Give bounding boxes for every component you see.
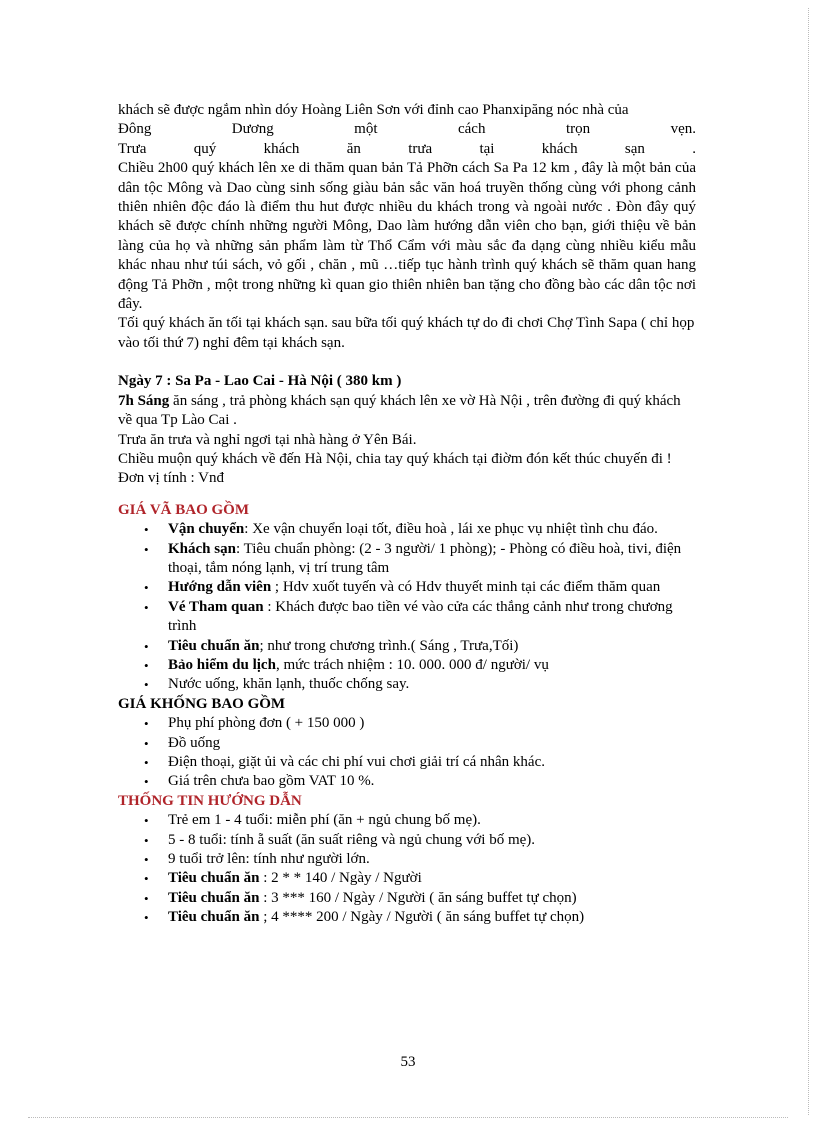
list-item: [118, 850, 696, 869]
item-text: 9 tuổi trở lên: tính như người lớn.: [168, 851, 370, 868]
bullet-icon: •: [144, 522, 149, 538]
day7-section: [118, 372, 696, 488]
item-label: Tiêu chuẩn ăn: [168, 637, 260, 654]
list-item: [118, 889, 696, 908]
item-text: Đồ uống: [168, 734, 221, 751]
item-text: , mức trách nhiệm : 10. 000. 000 đ/ người/ vụ: [275, 656, 549, 673]
item-text: : Khách được bao tiền vé vào cửa các thắng cảnh như trong chương trình: [168, 598, 673, 635]
bullet-icon: •: [144, 716, 149, 732]
item-text: : Xe vận chuyển loại tốt, điều hoà , lái xe phục vụ nhiệt tình chu đáo.: [244, 521, 658, 538]
item-label: Vận chuyển: [168, 521, 245, 538]
list-item: [118, 869, 696, 888]
item-text: : Tiêu chuẩn phòng: (2 - 3 người/ 1 phòng); - Phòng có điều hoà, tivi, điện thoại, tắm nóng lạnh, vị trí trung tâm: [168, 540, 682, 576]
section-heading: THỐNG TIN HƯỚNG DẪN: [118, 792, 302, 809]
bullet-icon: •: [144, 677, 149, 693]
item-text: ; 4 **** 200 / Ngày / Người ( ăn sáng buffet tự chọn): [259, 909, 585, 926]
paragraph-line: khách sẽ được ngắm nhìn dóy Hoàng Liên Sơn với đỉnh cao Phanxipăng nóc nhà của: [118, 102, 629, 118]
list-item: [118, 772, 696, 791]
list-item: [118, 714, 696, 733]
item-label: Tiêu chuẩn ăn: [168, 889, 260, 906]
bullet-icon: •: [144, 832, 149, 848]
paragraph: Chiều muộn quý khách về đến Hà Nội, chia tay quý khách tại điờm đón kết thúc chuyến đi !: [118, 450, 672, 467]
bullet-icon: •: [144, 638, 149, 654]
item-label: Bảo hiểm du lịch: [168, 656, 276, 673]
guide-info-list: [118, 811, 696, 927]
not-included-list: [118, 714, 696, 792]
item-text: Phụ phí phòng đơn ( + 150 000 ): [168, 715, 365, 732]
list-item: [118, 656, 696, 675]
item-text: Nước uống, khăn lạnh, thuốc chống say.: [168, 676, 410, 693]
section-heading: GIÁ KHỐNG BAO GỒM: [118, 695, 286, 712]
list-item: [118, 811, 696, 830]
intro-section: [118, 101, 696, 353]
currency-note: Đơn vị tính : Vnđ: [118, 470, 224, 487]
included-section: [118, 501, 696, 695]
margin-divider: [808, 8, 809, 1115]
paragraph-line: Trưa quý khách ăn trưa tại khách sạn .: [118, 140, 696, 157]
list-item: [118, 675, 696, 694]
bullet-icon: •: [144, 890, 149, 906]
bullet-icon: •: [144, 910, 149, 926]
list-item: [118, 831, 696, 850]
item-label: Tiêu chuẩn ăn: [168, 870, 260, 887]
bullet-icon: •: [144, 735, 149, 751]
item-label: Hướng dẫn viên: [168, 579, 272, 596]
paragraph-line: Đông Dương một cách trọn vẹn.: [118, 121, 696, 138]
paragraph: Trưa ăn trưa và nghỉ ngơi tại nhà hàng ở Yên Bái.: [118, 431, 417, 448]
list-item: [118, 540, 696, 579]
footer-divider: [28, 1117, 788, 1118]
document-body: [118, 101, 696, 928]
item-text: Điện thoại, giặt ủi và các chi phí vui chơi giải trí cá nhân khác.: [168, 754, 545, 770]
bullet-icon: •: [144, 813, 149, 829]
guide-info-section: [118, 792, 696, 928]
bullet-icon: •: [144, 657, 149, 673]
item-text: ; Hdv xuốt tuyến và có Hdv thuyết minh tại các điểm thăm quan: [271, 579, 661, 596]
item-text: : 3 *** 160 / Ngày / Người ( ăn sáng buffet tự chọn): [259, 889, 577, 906]
included-list: [118, 520, 696, 695]
day-heading: Ngày 7 : Sa Pa - Lao Cai - Hà Nội ( 380 km ): [118, 373, 402, 390]
item-label: Tiêu chuẩn ăn: [168, 909, 260, 926]
page-number: 53: [400, 1054, 416, 1070]
item-text: Trẻ em 1 - 4 tuổi: miễn phí (ăn + ngủ chung bố mẹ).: [168, 812, 481, 829]
item-label: Vé Tham quan: [168, 598, 264, 615]
bullet-icon: •: [144, 774, 149, 790]
list-item: [118, 520, 696, 539]
bullet-icon: •: [144, 852, 149, 868]
bullet-icon: •: [144, 541, 149, 557]
item-text: : 2 * * 140 / Ngày / Người: [259, 870, 422, 887]
item-text: 5 - 8 tuổi: tính ẵ suất (ăn suất riêng và ngủ chung với bố mẹ).: [168, 831, 536, 848]
list-item: [118, 637, 696, 656]
list-item: [118, 908, 696, 927]
item-label: Khách sạn: [168, 540, 236, 557]
bullet-icon: •: [144, 599, 149, 615]
bullet-icon: •: [144, 871, 149, 887]
paragraph: [118, 392, 696, 431]
list-item: [118, 753, 696, 772]
bullet-icon: •: [144, 580, 149, 596]
list-item: [118, 734, 696, 753]
morning-text: ăn sáng , trả phòng khách sạn quý khách lên xe vờ Hà Nội , trên đường đi quý khách về qua Tp Lào Cai .: [118, 392, 681, 429]
bullet-icon: •: [144, 755, 149, 770]
morning-label: 7h Sáng: [118, 392, 170, 409]
list-item: [118, 578, 696, 597]
section-heading: GIÁ VÃ BAO GỒM: [118, 501, 249, 518]
paragraph: Chiều 2h00 quý khách lên xe di thăm quan bản Tả Phỡn cách Sa Pa 12 km , đây là một bản của dân tộc Mông và Dao cùng sinh sống giàu bản sắc văn hoá truyền thống cùng với phong cảnh thiên nhiên độc đáo là điểm thu hut được nhiều du khách trong và ngoài nước . Đòn đây quý khách sẽ được chính những người Mông, Dao làm hướng dẫn viên cho bạn, giới thiệu về bản làng của họ và những sản phẩm làm từ Thổ Cẩm với màu sắc đa dạng cùng nhiều kiểu mẫu khác nhau như túi sách, vỏ gối , chăn , mũ …tiếp tục hành trình quý khách sẽ thăm quan hang động Tả Phỡn , một trong những kì quan gio thiên nhiên ban tặng cho đồng bào các dân tộc nơi đây.: [118, 160, 696, 313]
paragraph: Tối quý khách ăn tối tại khách sạn. sau bữa tối quý khách tự do đi chơi Chợ Tình Sapa ( chỉ họp vào tối thứ 7) nghỉ đêm tại khách sạn.: [118, 315, 695, 351]
item-text: Giá trên chưa bao gồm VAT 10 %.: [168, 773, 375, 790]
list-item: [118, 598, 696, 637]
item-text: ; như trong chương trình.( Sáng , Trưa,Tối): [259, 637, 519, 654]
not-included-section: [118, 695, 696, 792]
